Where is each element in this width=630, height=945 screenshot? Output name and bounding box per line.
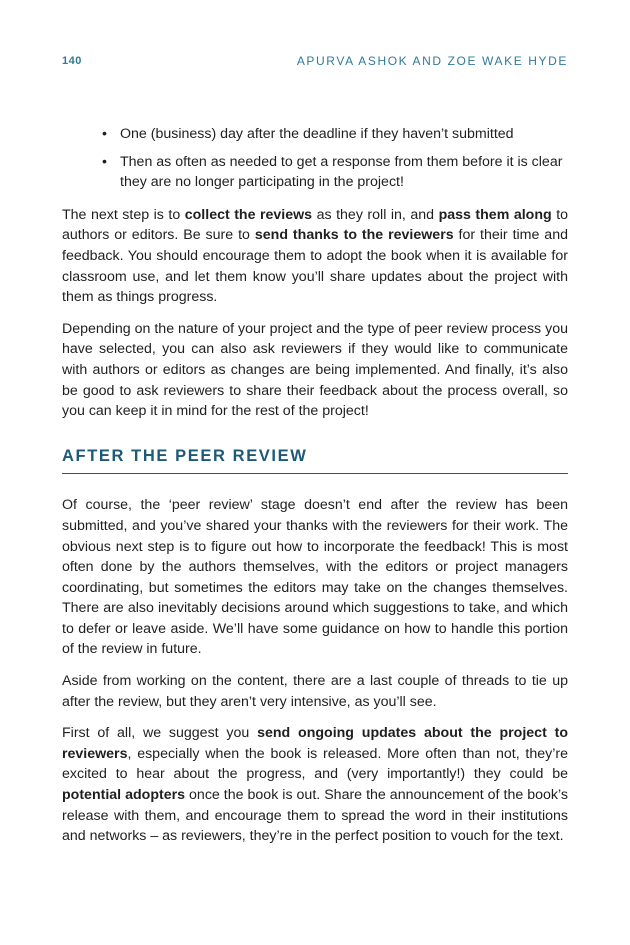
text-run: to authors or editors. Be sure to (62, 206, 569, 244)
paragraph-incorporate-feedback: Of course, the ‘peer review’ stage doesn’t end after the review has been submitted, and you’ve shared your thanks with the reviewers for their work. The obvious next step is to figure out how to incorporate the feedback! This is most often done by the authors themselves, with the editors or project managers coordinating, but sometimes the editors may take on the changes themselves. There are also inevitably decisions around which suggestions to take, and which to defer or leave aside. We’ll have some guidance on how to handle this portion of the review in future. (62, 497, 568, 658)
page-number: 140 (62, 55, 82, 67)
list-item (62, 152, 568, 193)
text-run: once the book is out. Share the announcement of the book’s release with them, and encourage them to spread the word in their institutions and networks – as reviewers, they’re in the perfect position to vouch for the text. (62, 787, 568, 845)
list-item-text: Then as often as needed to get a response from them before it is clear they are no longer participating in the project! (120, 153, 563, 191)
text-run: , especially when the book is released. More often than not, they’re excited to hear about the progress, and (very importantly!) they could be (62, 745, 568, 783)
bullet-icon: • (102, 126, 107, 142)
page-body (62, 124, 568, 858)
list-item (62, 124, 568, 145)
section-heading: AFTER THE PEER REVIEW (62, 446, 568, 475)
list-item-text: One (business) day after the deadline if they haven’t submitted (120, 126, 514, 142)
bold-text: pass them along (438, 206, 552, 223)
paragraph-collect-reviews (62, 205, 568, 308)
page-header (62, 55, 568, 71)
running-head: APURVA ASHOK AND ZOE WAKE HYDE (296, 54, 568, 68)
bold-text: send thanks to the reviewers (254, 227, 454, 244)
bold-text: potential adopters (62, 787, 186, 804)
bold-text: send ongoing updates about the project to reviewers (62, 725, 568, 762)
section-body (62, 495, 568, 847)
text-run: for their time and feedback. You should encourage them to adopt the book when it is available for classroom use, and let them know you’ll share updates about the project with them as things progress. (62, 227, 568, 306)
text-run: First of all, we suggest you (62, 725, 258, 742)
bullet-list (62, 124, 568, 193)
text-run: The next step is to (62, 206, 185, 223)
paragraph-reviewer-feedback: Depending on the nature of your project and the type of peer review process you have selected, you can also ask reviewers if they would like to communicate with authors or editors as changes are being implemented. And finally, it’s also be good to ask reviewers to share their feedback about the process overall, so you can keep it in mind for the rest of the project! (62, 320, 568, 420)
bullet-icon: • (102, 153, 107, 170)
paragraph-ongoing-updates (62, 723, 568, 847)
paragraph-threads: Aside from working on the content, there are a last couple of threads to tie up after the review, but they aren’t very intensive, as you’ll see. (62, 673, 568, 710)
bold-text: collect the reviews (184, 206, 313, 223)
text-run: as they roll in, and (312, 206, 439, 223)
